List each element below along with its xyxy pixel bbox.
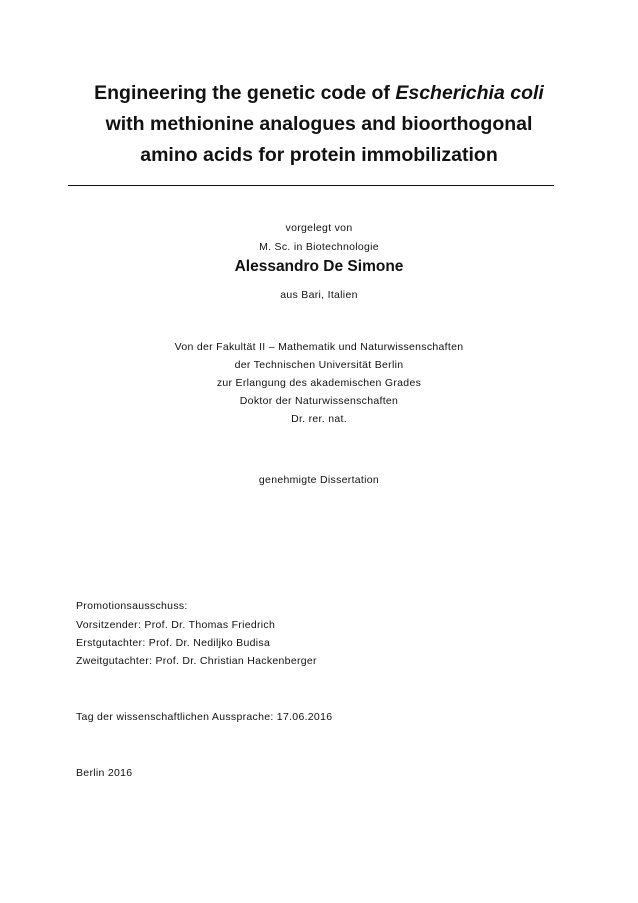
- title-divider: [68, 185, 554, 186]
- title-line-1-prefix: Engineering the genetic code of: [94, 82, 396, 104]
- approval-text: genehmigte Dissertation: [258, 474, 380, 486]
- defense-date: Tag der wissenschaftlichen Aussprache: 17.06.2016: [76, 711, 333, 723]
- title-organism: Escherichia coli: [395, 82, 544, 104]
- degree-text: M. Sc. in Biotechnologie: [259, 241, 379, 253]
- thesis-title: [50, 78, 588, 171]
- committee-chair: Vorsitzender: Prof. Dr. Thomas Friedrich: [76, 619, 276, 631]
- title-line-1: [50, 78, 588, 109]
- committee-heading: Promotionsausschuss:: [76, 600, 188, 612]
- faculty-line-1: Von der Fakultät II – Mathematik und Naturwissenschaften: [174, 341, 464, 353]
- committee-second-reviewer: Zweitgutachter: Prof. Dr. Christian Hackenberger: [76, 655, 317, 667]
- place-year: Berlin 2016: [76, 767, 133, 779]
- title-line-3: amino acids for protein immobilization: [140, 144, 498, 166]
- faculty-line-2: der Technischen Universität Berlin: [234, 359, 404, 371]
- faculty-line-5: Dr. rer. nat.: [291, 413, 347, 425]
- title-line-2: with methionine analogues and bioorthogonal: [105, 113, 533, 135]
- submitted-by-text: vorgelegt von: [285, 222, 353, 234]
- origin-text: aus Bari, Italien: [280, 289, 358, 301]
- faculty-line-3: zur Erlangung des akademischen Grades: [216, 377, 422, 389]
- author-name: Alessandro De Simone: [234, 258, 404, 275]
- committee-first-reviewer: Erstgutachter: Prof. Dr. Nediljko Budisa: [76, 637, 271, 649]
- faculty-line-4: Doktor der Naturwissenschaften: [239, 395, 399, 407]
